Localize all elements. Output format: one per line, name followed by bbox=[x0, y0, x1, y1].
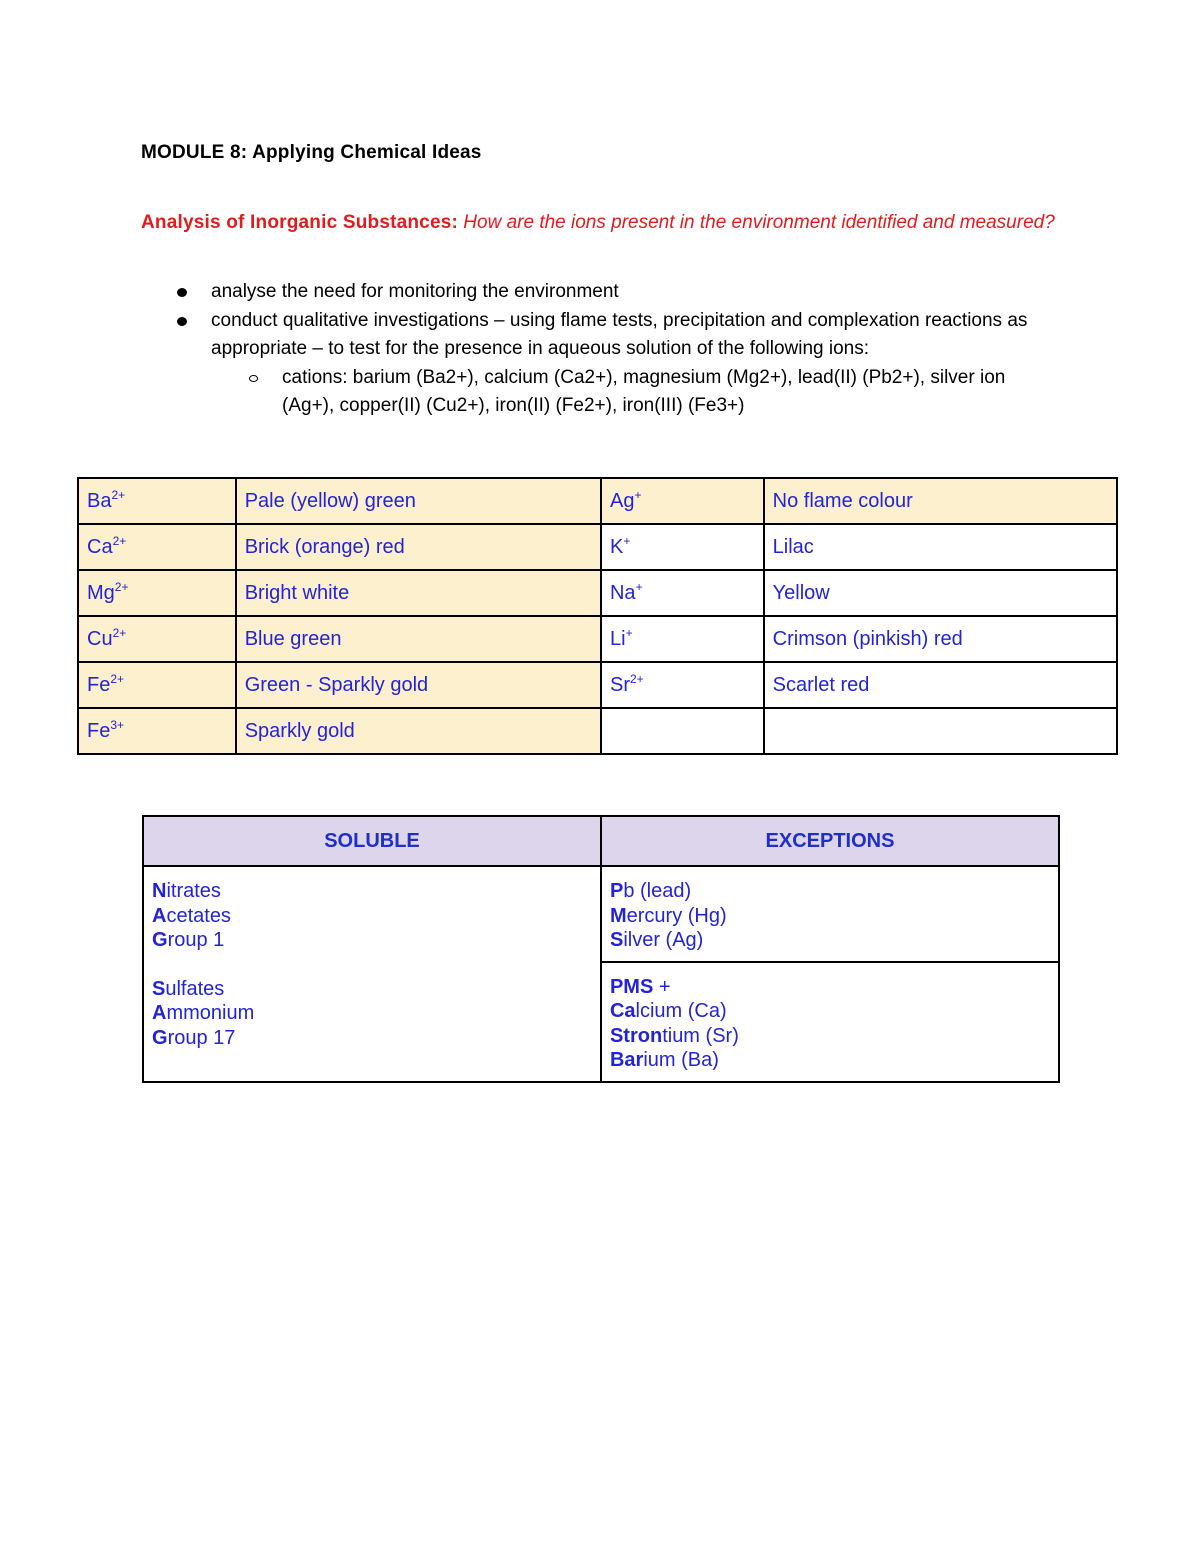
mnemonic-line bbox=[610, 879, 1050, 904]
mnemonic-line bbox=[610, 928, 1050, 953]
mnemonic-line bbox=[152, 1001, 592, 1026]
ion-cell bbox=[601, 570, 764, 616]
ion-charge: 2+ bbox=[111, 487, 126, 502]
sub-list-item-text: cations: barium (Ba2+), calcium (Ca2+), magnesium (Mg2+), lead(II) (Pb2+), silver ion (Ag+), copper(II) (Cu2+), iron(II) (Fe2+), iron(III) (Fe3+) bbox=[282, 366, 1006, 416]
flame-colour: Sparkly gold bbox=[244, 719, 355, 742]
soluble-header: SOLUBLE bbox=[143, 816, 601, 866]
mnemonic-initial: S bbox=[152, 977, 166, 1000]
mnemonic-initial: Ca bbox=[609, 1000, 636, 1022]
ion-charge: 2+ bbox=[112, 533, 127, 548]
mnemonic-initial: A bbox=[152, 1002, 167, 1024]
flame-colour-cell bbox=[236, 570, 601, 616]
ion-symbol: Mg bbox=[87, 581, 115, 604]
mnemonic-rest: lcium (Ca) bbox=[635, 1000, 727, 1022]
ion-charge: 2+ bbox=[112, 625, 127, 640]
flame-colour-cell bbox=[236, 524, 601, 570]
ion-symbol: Na bbox=[609, 581, 636, 604]
flame-colour-cell bbox=[764, 478, 1117, 524]
flame-colour: Green - Sparkly gold bbox=[244, 673, 429, 696]
flame-colour-cell bbox=[236, 708, 601, 754]
list-item bbox=[141, 307, 1041, 364]
ion-cell bbox=[78, 662, 236, 708]
ion-symbol: Ca bbox=[87, 535, 113, 558]
mnemonic-line bbox=[152, 977, 592, 1002]
mnemonic-rest: ilver (Ag) bbox=[623, 929, 704, 951]
hollow-bullet-icon bbox=[249, 375, 258, 382]
mnemonic-line bbox=[610, 1024, 1050, 1049]
mnemonic-initial: S bbox=[609, 929, 624, 951]
mnemonic-initial: Stron bbox=[609, 1024, 663, 1047]
ion-charge: + bbox=[635, 579, 643, 594]
ion-cell bbox=[601, 708, 764, 754]
flame-colour: Scarlet red bbox=[772, 673, 870, 696]
flame-test-table bbox=[77, 477, 1118, 755]
flame-colour-cell bbox=[764, 524, 1117, 570]
flame-colour-cell bbox=[236, 478, 601, 524]
mnemonic-initial: M bbox=[609, 904, 627, 927]
exceptions-cell-2 bbox=[601, 962, 1059, 1082]
bullet-icon bbox=[177, 317, 187, 326]
ion-cell bbox=[78, 524, 236, 570]
ion-cell bbox=[78, 570, 236, 616]
flame-colour-cell bbox=[764, 570, 1117, 616]
mnemonic-initial: PMS bbox=[609, 975, 654, 998]
flame-colour-cell bbox=[764, 708, 1117, 754]
mnemonic-line bbox=[152, 1026, 592, 1051]
mnemonic-line bbox=[610, 999, 1050, 1024]
ion-symbol: Fe bbox=[87, 673, 111, 696]
ion-cell bbox=[78, 616, 236, 662]
mnemonic-line bbox=[152, 879, 592, 904]
flame-colour: Pale (yellow) green bbox=[244, 489, 416, 512]
solubility-table bbox=[142, 815, 1060, 1083]
mnemonic-line bbox=[610, 904, 1050, 929]
mnemonic-initial: A bbox=[152, 904, 167, 927]
mnemonic-rest: roup 17 bbox=[167, 1026, 236, 1049]
table-row bbox=[78, 662, 1117, 708]
ion-cell bbox=[601, 616, 764, 662]
ion-symbol: Sr bbox=[609, 673, 630, 696]
flame-colour-cell bbox=[236, 662, 601, 708]
flame-colour: Crimson (pinkish) red bbox=[772, 627, 963, 650]
ion-symbol: Ba bbox=[87, 489, 112, 512]
mnemonic-rest: roup 1 bbox=[167, 929, 225, 951]
mnemonic-rest: ulfates bbox=[165, 977, 225, 1000]
ion-charge: 3+ bbox=[110, 717, 125, 732]
flame-colour: Brick (orange) red bbox=[244, 535, 405, 558]
mnemonic-line bbox=[610, 1048, 1050, 1073]
ion-cell bbox=[78, 478, 236, 524]
ion-symbol: K bbox=[609, 535, 624, 558]
flame-colour: Blue green bbox=[244, 627, 342, 650]
ion-cell bbox=[78, 708, 236, 754]
flame-colour: Lilac bbox=[772, 535, 814, 558]
ion-symbol: Li bbox=[609, 627, 626, 650]
table-row bbox=[78, 570, 1117, 616]
soluble-cell bbox=[143, 866, 601, 1082]
ion-charge: 2+ bbox=[114, 579, 129, 594]
flame-colour-cell bbox=[236, 616, 601, 662]
mnemonic-initial: P bbox=[609, 880, 624, 902]
mnemonic-line bbox=[152, 904, 592, 929]
mnemonic-initial: G bbox=[152, 1026, 168, 1049]
ion-charge: 2+ bbox=[110, 671, 125, 686]
mnemonic-rest: ercury (Hg) bbox=[626, 904, 727, 927]
mnemonic-rest: tium (Sr) bbox=[662, 1024, 739, 1047]
flame-colour: No flame colour bbox=[772, 489, 913, 512]
ion-charge: 2+ bbox=[629, 671, 644, 686]
ion-cell bbox=[601, 524, 764, 570]
mnemonic-rest: mmonium bbox=[166, 1002, 255, 1024]
table-row bbox=[78, 478, 1117, 524]
mnemonic-line bbox=[610, 975, 1050, 1000]
mnemonic-rest: b (lead) bbox=[623, 880, 692, 902]
mnemonic-initial: N bbox=[152, 880, 167, 902]
exceptions-cell-1 bbox=[601, 866, 1059, 962]
sub-list-item bbox=[141, 364, 1041, 421]
mnemonic-rest: + bbox=[653, 975, 671, 998]
list-item bbox=[141, 278, 1041, 307]
ion-cell bbox=[601, 662, 764, 708]
ion-symbol: Fe bbox=[87, 719, 111, 742]
flame-colour-cell bbox=[764, 616, 1117, 662]
flame-colour: Yellow bbox=[772, 581, 830, 604]
table-row bbox=[78, 616, 1117, 662]
section-title: Analysis of Inorganic Substances: bbox=[141, 212, 459, 233]
exceptions-header: EXCEPTIONS bbox=[601, 816, 1059, 866]
syllabus-points bbox=[141, 278, 1041, 421]
ion-charge: + bbox=[634, 487, 642, 502]
list-item-text: conduct qualitative investigations – using flame tests, precipitation and complexation reactions as appropriate – to test for the presence in aqueous solution of the following ions: bbox=[211, 309, 1028, 359]
bullet-icon bbox=[177, 288, 187, 297]
table-row bbox=[78, 708, 1117, 754]
ion-symbol: Cu bbox=[87, 627, 113, 650]
ion-charge: + bbox=[623, 533, 631, 548]
mnemonic-rest: cetates bbox=[166, 904, 231, 927]
section-heading bbox=[141, 208, 1076, 237]
mnemonic-rest: ium (Ba) bbox=[643, 1049, 719, 1071]
page-title: MODULE 8: Applying Chemical Ideas bbox=[141, 142, 482, 163]
mnemonic-rest: itrates bbox=[166, 880, 221, 902]
ion-charge: + bbox=[625, 625, 633, 640]
ion-cell bbox=[601, 478, 764, 524]
table-row bbox=[78, 524, 1117, 570]
ion-symbol: Ag bbox=[609, 489, 635, 512]
list-item-text: analyse the need for monitoring the environment bbox=[211, 281, 619, 302]
flame-colour-cell bbox=[764, 662, 1117, 708]
mnemonic-line bbox=[152, 928, 592, 953]
flame-colour: Bright white bbox=[244, 581, 350, 604]
section-question: How are the ions present in the environment identified and measured? bbox=[463, 212, 1055, 233]
mnemonic-initial: Bar bbox=[609, 1049, 644, 1071]
mnemonic-initial: G bbox=[152, 929, 168, 951]
